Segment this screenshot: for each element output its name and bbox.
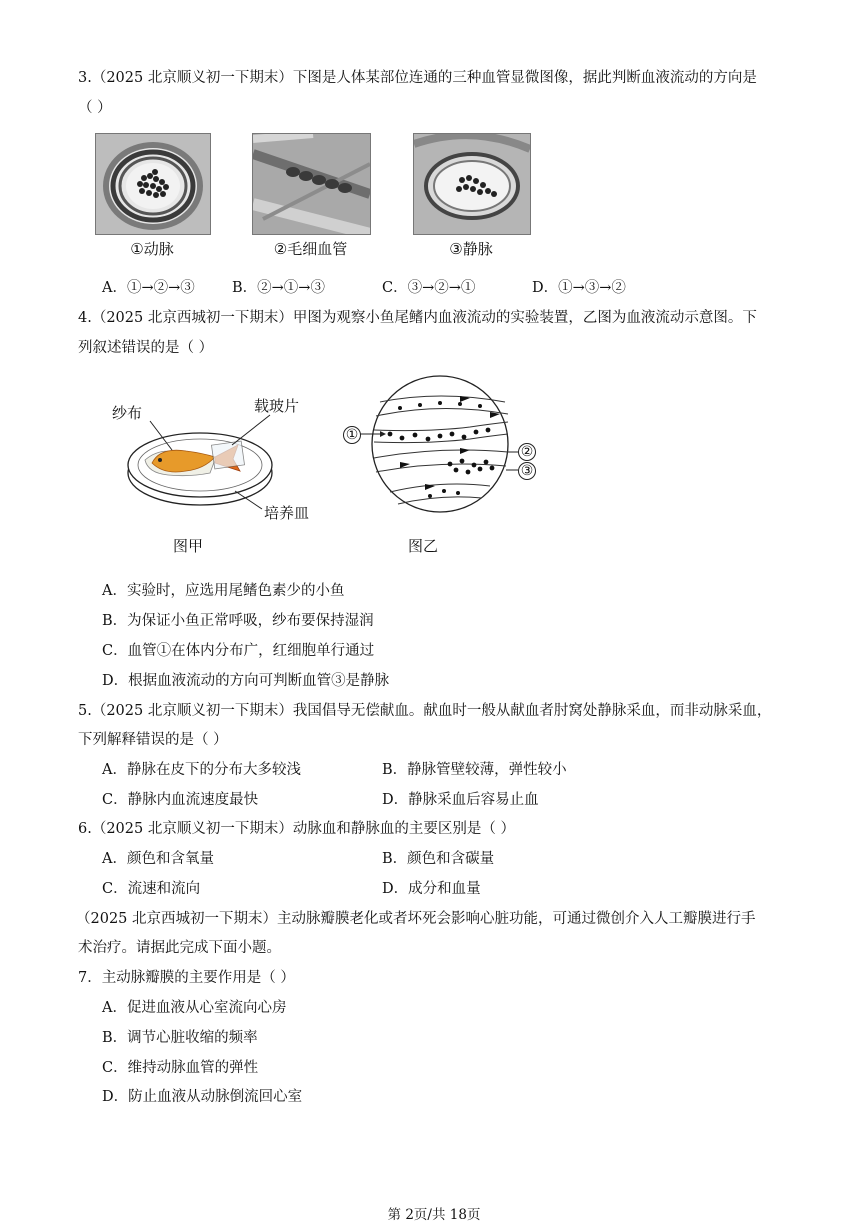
blood-flow-figure	[340, 372, 540, 522]
artery-micrograph	[95, 133, 211, 235]
context-line2: 术治疗。请据此完成下面小题。	[78, 940, 281, 956]
q7-stem: 7．主动脉瓣膜的主要作用是（ ）	[78, 970, 295, 986]
q5-stem-line1: 5.（2025 北京顺义初一下期末）我国倡导无偿献血。献血时一般从献血者肘窝处静脉采血，而非动脉采血，	[78, 703, 772, 719]
q4-option-d[interactable]: D．根据血液流动的方向可判断血管③是静脉	[102, 673, 390, 689]
slide-label: 载玻片	[254, 397, 300, 415]
q7-option-c[interactable]: C．维持动脉血管的弹性	[102, 1060, 259, 1076]
q3-option-d[interactable]: D．①→③→②	[532, 280, 626, 296]
figure-b-caption: 图乙	[408, 537, 439, 555]
q4-option-c[interactable]: C．血管①在体内分布广，红细胞单行通过	[102, 643, 375, 659]
q3-option-b[interactable]: B．②→①→③	[232, 280, 325, 296]
q4-option-b[interactable]: B．为保证小鱼正常呼吸，纱布要保持湿润	[102, 613, 374, 629]
context-line1: （2025 北京西城初一下期末）主动脉瓣膜老化或者坏死会影响心脏功能，可通过微创介入人工瓣膜进行手	[76, 911, 756, 927]
q6-stem: 6.（2025 北京顺义初一下期末）动脉血和静脉血的主要区别是（ ）	[78, 821, 515, 837]
q3-option-a[interactable]: A．①→②→③	[102, 280, 195, 296]
q3-option-c[interactable]: C．③→②→①	[382, 280, 476, 296]
marker-1: ①	[343, 426, 361, 444]
q5-stem-line2: 下列解释错误的是（ ）	[78, 732, 228, 748]
q5-option-d[interactable]: D．静脉采血后容易止血	[382, 792, 539, 808]
q7-option-d[interactable]: D．防止血液从动脉倒流回心室	[102, 1089, 303, 1105]
q7-option-a[interactable]: A．促进血液从心室流向心房	[102, 1000, 287, 1016]
figure-a-caption: 图甲	[173, 537, 204, 555]
q6-option-b[interactable]: B．颜色和含碳量	[382, 851, 495, 867]
gauze-label: 纱布	[112, 404, 143, 422]
marker-2: ②	[518, 443, 536, 461]
vein-caption: ③静脉	[449, 240, 493, 258]
q6-option-a[interactable]: A．颜色和含氧量	[102, 851, 214, 867]
vein-micrograph	[413, 133, 531, 235]
dish-label: 培养皿	[264, 504, 310, 522]
q5-option-c[interactable]: C．静脉内血流速度最快	[102, 792, 259, 808]
q4-stem-line2: 列叙述错误的是（ ）	[78, 340, 214, 356]
q3-stem-line2: （ ）	[78, 100, 112, 116]
page-number: 第 2页/共 18页	[387, 1207, 481, 1223]
q6-option-c[interactable]: C．流速和流向	[102, 881, 201, 897]
q5-option-a[interactable]: A．静脉在皮下的分布大多较浅	[102, 762, 301, 778]
marker-3: ③	[518, 462, 536, 480]
q6-option-d[interactable]: D．成分和血量	[382, 881, 481, 897]
capillary-caption: ②毛细血管	[273, 240, 348, 258]
artery-caption: ①动脉	[130, 240, 174, 258]
capillary-micrograph	[252, 133, 371, 235]
q3-stem-line1: 3.（2025 北京顺义初一下期末）下图是人体某部位连通的三种血管显微图像，据此判断血液流动的方向是	[78, 70, 757, 86]
q4-option-a[interactable]: A．实验时，应选用尾鳍色素少的小鱼	[102, 583, 345, 599]
q5-option-b[interactable]: B．静脉管壁较薄，弹性较小	[382, 762, 567, 778]
q4-stem-line1: 4.（2025 北京西城初一下期末）甲图为观察小鱼尾鳍内血液流动的实验装置，乙图为血液流动示意图。下	[78, 310, 757, 326]
q7-option-b[interactable]: B．调节心脏收缩的频率	[102, 1030, 258, 1046]
